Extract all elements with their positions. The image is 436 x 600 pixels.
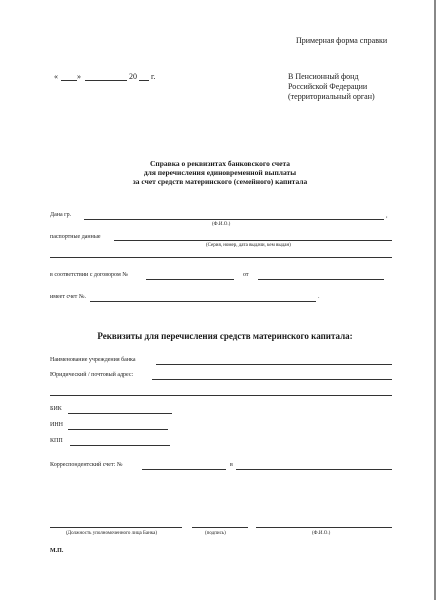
address-label: Юридический / почтовый адрес: <box>50 372 134 378</box>
year-blank[interactable] <box>139 80 149 81</box>
day-blank[interactable] <box>61 80 77 81</box>
passport-field[interactable] <box>114 240 392 241</box>
recipient-line3: (территориальный орган) <box>288 92 375 101</box>
kpp-label: КПП <box>50 438 63 444</box>
date-quote-open: « <box>54 72 58 81</box>
signer-fio-field[interactable] <box>256 527 392 528</box>
account-period: . <box>318 294 320 300</box>
title-line3: за счет средств материнского (семейного) капитала <box>132 177 308 186</box>
signature-hint: (подпись) <box>205 531 226 536</box>
title-line1: Справка о реквизитах банковского счета <box>149 159 290 168</box>
bank-name-field[interactable] <box>156 364 392 365</box>
contract-from-label: от <box>243 272 249 278</box>
corr-account-label: Корреспондентский счет: № <box>50 462 123 468</box>
document-title <box>100 159 340 186</box>
date-quote-close: » <box>77 72 81 81</box>
bank-name-label: Наименование учреждения банка <box>50 357 136 363</box>
corr-account-in-label: в <box>230 462 233 468</box>
year-prefix: 20 <box>129 72 137 81</box>
position-hint: (Должность уполномоченного лица Банка) <box>66 531 157 536</box>
bik-field[interactable] <box>68 413 172 414</box>
fio-hint: (Ф.И.О.) <box>212 222 231 227</box>
address-field-continued[interactable] <box>50 395 392 396</box>
issued-to-label: Дана гр. <box>50 212 72 218</box>
contract-date-field[interactable] <box>258 279 384 280</box>
passport-label: паспортные данные <box>50 234 101 240</box>
inn-label: ИНН <box>50 422 63 428</box>
inn-field[interactable] <box>68 429 168 430</box>
signer-fio-hint: (Ф.И.О.) <box>312 531 331 536</box>
address-field[interactable] <box>152 379 392 380</box>
account-label: имеет счет №. <box>50 294 87 300</box>
requisites-heading: Реквизиты для перечисления средств материнского капитала: <box>97 331 353 341</box>
contract-label: в соответствии с договором № <box>50 272 128 278</box>
kpp-field[interactable] <box>70 445 170 446</box>
passport-hint: (Серия, номер, дата выдачи, кем выдан) <box>206 243 291 248</box>
contract-number-field[interactable] <box>146 279 234 280</box>
recipient-block <box>288 72 375 102</box>
bik-label: БИК <box>50 406 62 412</box>
sample-form-label: Примерная форма справки <box>296 36 388 45</box>
title-line2: для перечисления единовременной выплаты <box>143 168 297 177</box>
recipient-line1: В Пенсионный фонд <box>288 72 359 81</box>
year-suffix: г. <box>151 72 156 81</box>
account-field[interactable] <box>90 301 316 302</box>
stamp-label: М.П. <box>50 548 64 554</box>
corr-account-bank-field[interactable] <box>236 469 392 470</box>
fio-comma: , <box>386 213 388 219</box>
passport-field-continued[interactable] <box>50 257 392 258</box>
recipient-line2: Российской Федерации <box>288 82 368 91</box>
position-field[interactable] <box>50 527 182 528</box>
fio-field[interactable] <box>84 219 384 220</box>
signature-field[interactable] <box>192 527 248 528</box>
month-blank[interactable] <box>85 80 127 81</box>
corr-account-field[interactable] <box>142 469 226 470</box>
